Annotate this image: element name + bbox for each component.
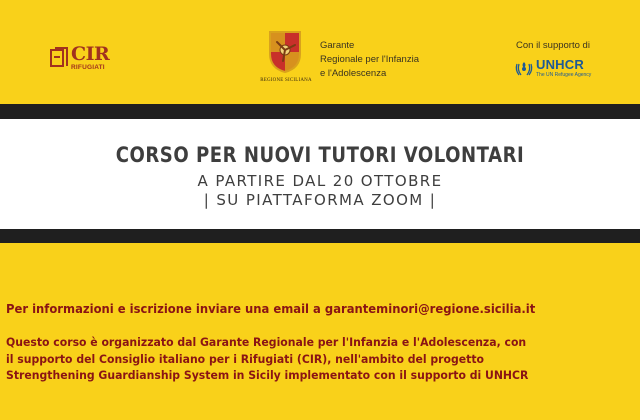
unhcr-name: UNHCR (536, 57, 584, 72)
regione-siciliana-logo (258, 30, 312, 92)
description-line: Questo corso è organizzato dal Garante Regionale per l'Infanzia e l'Adolescenza, con (6, 335, 527, 349)
description-line: Strengthening Guardianship System in Sicily implementato con il supporto di UNHCR (6, 368, 529, 382)
cir-mark-icon (49, 46, 69, 70)
unhcr-tagline: The UN Refugee Agency (536, 72, 592, 78)
cir-logo-subtitle: RIFUGIATI (71, 64, 105, 71)
course-title: CORSO PER NUOVI TUTORI VOLONTARI (115, 143, 525, 167)
supporto-block (512, 40, 612, 78)
contact-info: Per informazioni e iscrizione inviare una email a garanteminori@regione.sicilia.it (6, 302, 536, 316)
regione-siciliana-caption: REGIONE SICILIANA (260, 78, 312, 83)
garante-line: Regionale per l'Infanzia (320, 54, 419, 65)
trinacria-shield-icon (268, 30, 302, 74)
garante-line: Garante (320, 40, 355, 51)
band-top-bar (0, 104, 640, 119)
band-bottom-bar (0, 229, 640, 243)
header-logos (0, 0, 640, 104)
cir-logo (49, 44, 111, 76)
unhcr-logo (514, 58, 610, 80)
course-start-date: A PARTIRE DAL 20 OTTOBRE (197, 172, 443, 190)
supporto-label: Con il supporto di (516, 40, 590, 51)
garante-title (320, 39, 419, 81)
cir-logo-name: CIR (71, 43, 110, 65)
unhcr-emblem-icon (514, 58, 534, 78)
garante-line: e l'Adolescenza (320, 68, 387, 79)
description-line: il supporto del Consiglio italiano per i Rifugiati (CIR), nell'ambito del progetto (6, 351, 485, 366)
course-platform: | SU PIATTAFORMA ZOOM | (203, 191, 437, 209)
course-description (6, 334, 625, 384)
